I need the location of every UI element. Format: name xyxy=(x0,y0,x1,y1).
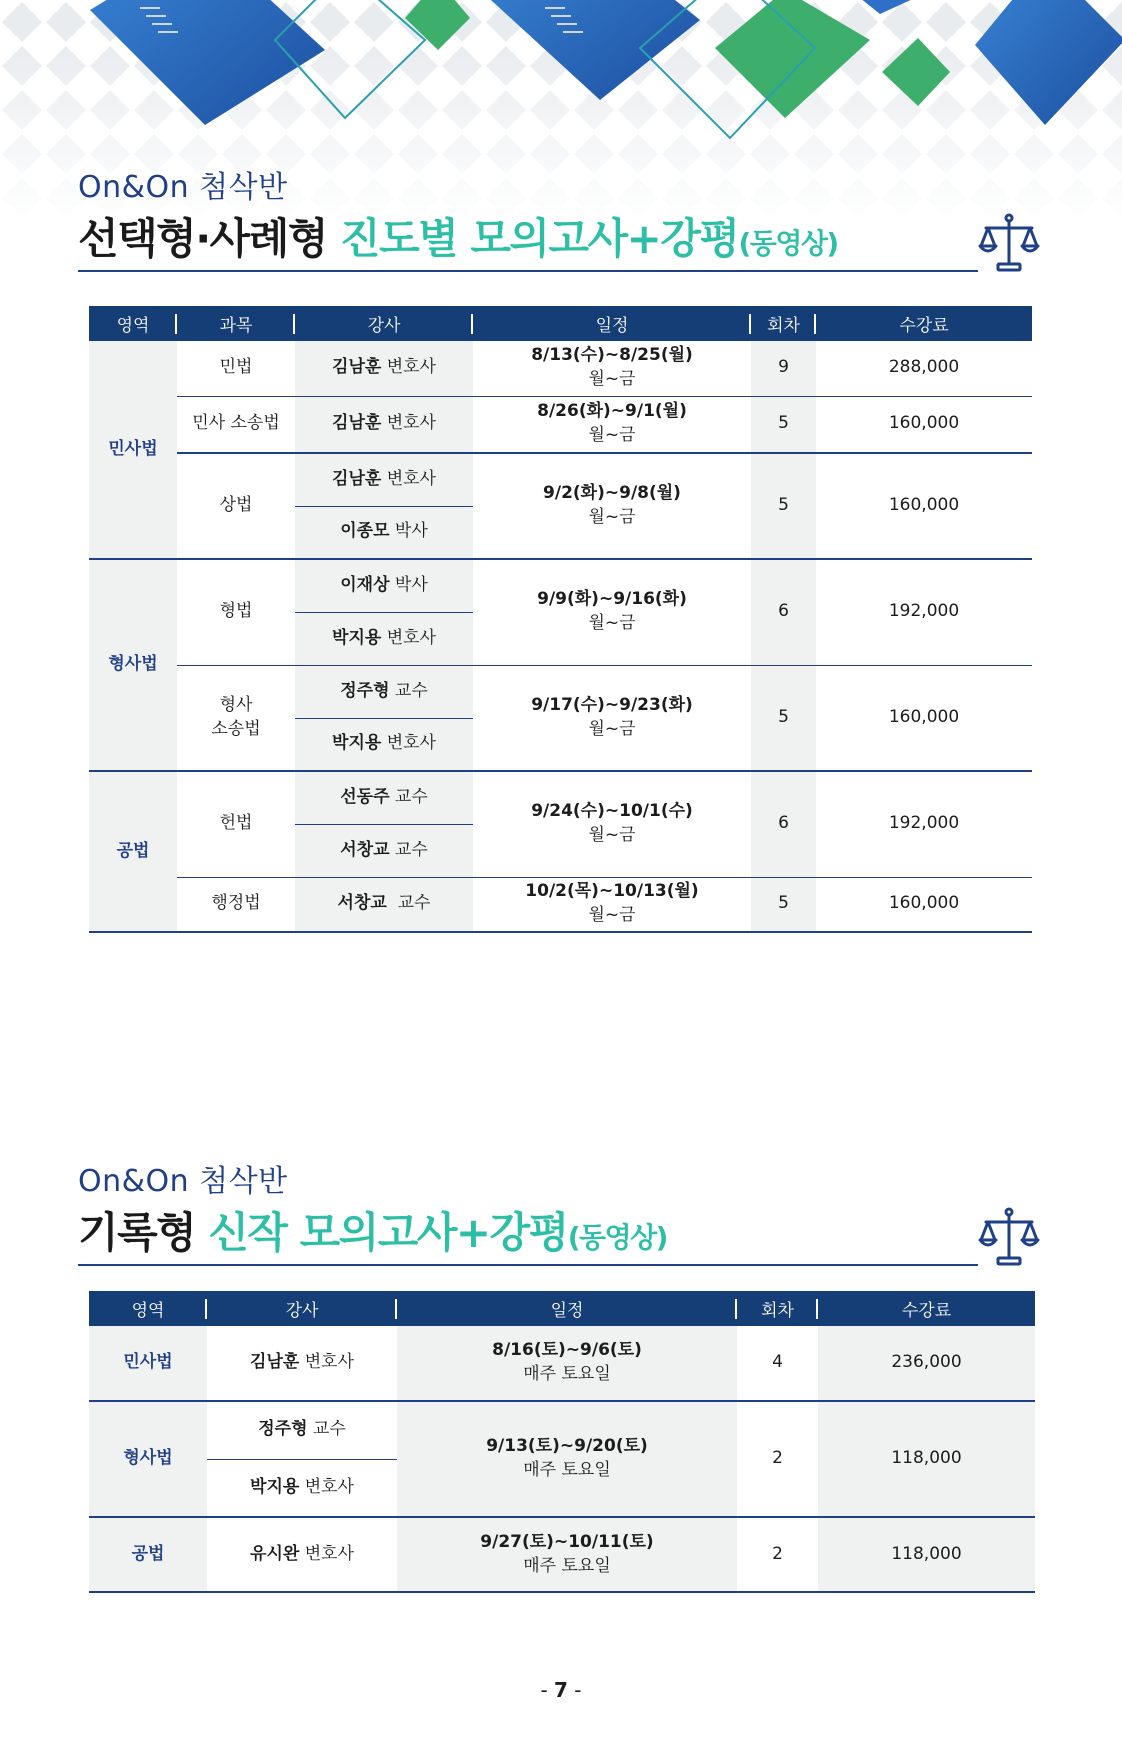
count-cell: 5 xyxy=(751,877,816,932)
fee-cell: 160,000 xyxy=(816,396,1032,453)
count-cell: 9 xyxy=(751,341,816,396)
area-cell: 형사법 xyxy=(89,1401,207,1517)
subject-cell: 헌법 xyxy=(177,771,295,877)
teacher-cell: 서창교 교수 xyxy=(295,877,473,932)
area-cell: 공법 xyxy=(89,771,177,932)
table-row xyxy=(89,396,1032,453)
area-cell: 민사법 xyxy=(89,341,177,559)
section2-title-small: (동영상) xyxy=(567,1221,667,1254)
table-row xyxy=(89,559,1032,612)
table-row xyxy=(89,877,1032,932)
section2-title xyxy=(78,1200,667,1260)
table-row xyxy=(89,453,1032,506)
fee-cell: 118,000 xyxy=(818,1517,1035,1592)
schedule-cell: 8/16(토)~9/6(토) 매주 토요일 xyxy=(397,1326,737,1401)
header-count: 회차 xyxy=(737,1291,818,1326)
scales-of-justice-icon xyxy=(978,1206,1040,1268)
count-cell: 2 xyxy=(737,1517,818,1592)
count-cell: 2 xyxy=(737,1401,818,1517)
section2-title-dark: 기록형 xyxy=(78,1208,196,1257)
table-row xyxy=(89,1401,1035,1459)
table-row xyxy=(89,771,1032,824)
schedule-cell: 9/17(수)~9/23(화) 월~금 xyxy=(473,665,751,771)
fee-cell: 160,000 xyxy=(816,877,1032,932)
teacher-cell: 박지용 변호사 xyxy=(295,612,473,665)
scales-of-justice-icon xyxy=(978,212,1040,274)
header-teacher: 강사 xyxy=(207,1291,397,1326)
header-subject: 과목 xyxy=(177,306,295,341)
area-cell: 민사법 xyxy=(89,1326,207,1401)
count-cell: 4 xyxy=(772,1352,783,1373)
header-area: 영역 xyxy=(89,306,177,341)
header-schedule: 일정 xyxy=(397,1291,737,1326)
area-cell: 공법 xyxy=(89,1517,207,1592)
header-area: 영역 xyxy=(89,1291,207,1326)
schedule-cell: 9/2(화)~9/8(월) 월~금 xyxy=(473,453,751,559)
table-row xyxy=(89,341,1032,396)
area-cell: 형사법 xyxy=(89,559,177,771)
fee-cell: 160,000 xyxy=(816,453,1032,559)
header-count: 회차 xyxy=(751,306,816,341)
count-cell: 6 xyxy=(751,771,816,877)
subject-cell: 형사 소송법 xyxy=(177,665,295,771)
table-row xyxy=(89,1517,1035,1592)
section1-title xyxy=(78,206,838,266)
teacher-cell: 김남훈 변호사 xyxy=(250,1352,354,1373)
schedule-cell: 8/13(수)~8/25(월) 월~금 xyxy=(531,345,693,390)
count-cell: 5 xyxy=(751,453,816,559)
teacher-cell: 정주형 교수 xyxy=(295,665,473,718)
teacher-cell: 이종모 박사 xyxy=(295,506,473,559)
section1-title-dark: 선택형·사례형 xyxy=(78,214,327,263)
subject-cell: 행정법 xyxy=(177,877,295,932)
subject-cell: 상법 xyxy=(177,453,295,559)
fee-cell: 192,000 xyxy=(816,559,1032,665)
table-row xyxy=(89,665,1032,718)
teacher-cell: 김남훈 변호사 xyxy=(295,396,473,453)
section2-kicker: On&On 첨삭반 xyxy=(78,1164,288,1199)
subject-cell: 형법 xyxy=(177,559,295,665)
subject-cell: 민법 xyxy=(219,357,253,378)
header-teacher: 강사 xyxy=(295,306,473,341)
schedule-cell: 9/24(수)~10/1(수) 월~금 xyxy=(473,771,751,877)
subject-cell: 민사 소송법 xyxy=(177,396,295,453)
section1-title-rule xyxy=(78,270,978,272)
table-header-row xyxy=(89,1291,1035,1326)
fee-cell: 160,000 xyxy=(816,665,1032,771)
section1-kicker: On&On 첨삭반 xyxy=(78,170,288,205)
section1-title-small: (동영상) xyxy=(738,227,838,260)
teacher-cell: 박지용 변호사 xyxy=(207,1459,397,1517)
schedule-cell: 9/9(화)~9/16(화) 월~금 xyxy=(473,559,751,665)
schedule-table-record xyxy=(89,1291,1035,1593)
teacher-cell: 서창교 교수 xyxy=(295,824,473,877)
section1-title-teal: 진도별 모의고사+강평 xyxy=(340,214,739,263)
table-row xyxy=(89,1326,1035,1401)
section2-title-teal: 신작 모의고사+강평 xyxy=(208,1208,568,1257)
teacher-cell: 김남훈 변호사 xyxy=(295,453,473,506)
header-fee: 수강료 xyxy=(818,1291,1035,1326)
fee-cell: 118,000 xyxy=(818,1401,1035,1517)
teacher-cell: 유시완 변호사 xyxy=(207,1517,397,1592)
schedule-table-choice-case xyxy=(89,306,1032,933)
header-fee: 수강료 xyxy=(816,306,1032,341)
schedule-cell: 10/2(목)~10/13(월) 월~금 xyxy=(473,877,751,932)
teacher-cell: 정주형 교수 xyxy=(207,1401,397,1459)
count-cell: 5 xyxy=(751,665,816,771)
teacher-cell: 박지용 변호사 xyxy=(295,718,473,771)
page-number: - 7 - xyxy=(540,1678,582,1702)
table-header-row xyxy=(89,306,1032,341)
count-cell: 6 xyxy=(751,559,816,665)
schedule-cell: 9/13(토)~9/20(토) 매주 토요일 xyxy=(397,1401,737,1517)
header-schedule: 일정 xyxy=(473,306,751,341)
fee-cell: 236,000 xyxy=(818,1326,1035,1401)
teacher-cell: 선동주 교수 xyxy=(295,771,473,824)
fee-cell: 288,000 xyxy=(888,357,960,378)
section2-title-rule xyxy=(78,1264,978,1266)
fee-cell: 192,000 xyxy=(816,771,1032,877)
teacher-cell: 이재상 박사 xyxy=(295,559,473,612)
schedule-cell: 9/27(토)~10/11(토) 매주 토요일 xyxy=(397,1517,737,1592)
teacher-cell: 김남훈 변호사 xyxy=(295,341,473,396)
count-cell: 5 xyxy=(751,396,816,453)
schedule-cell: 8/26(화)~9/1(월) 월~금 xyxy=(473,396,751,453)
